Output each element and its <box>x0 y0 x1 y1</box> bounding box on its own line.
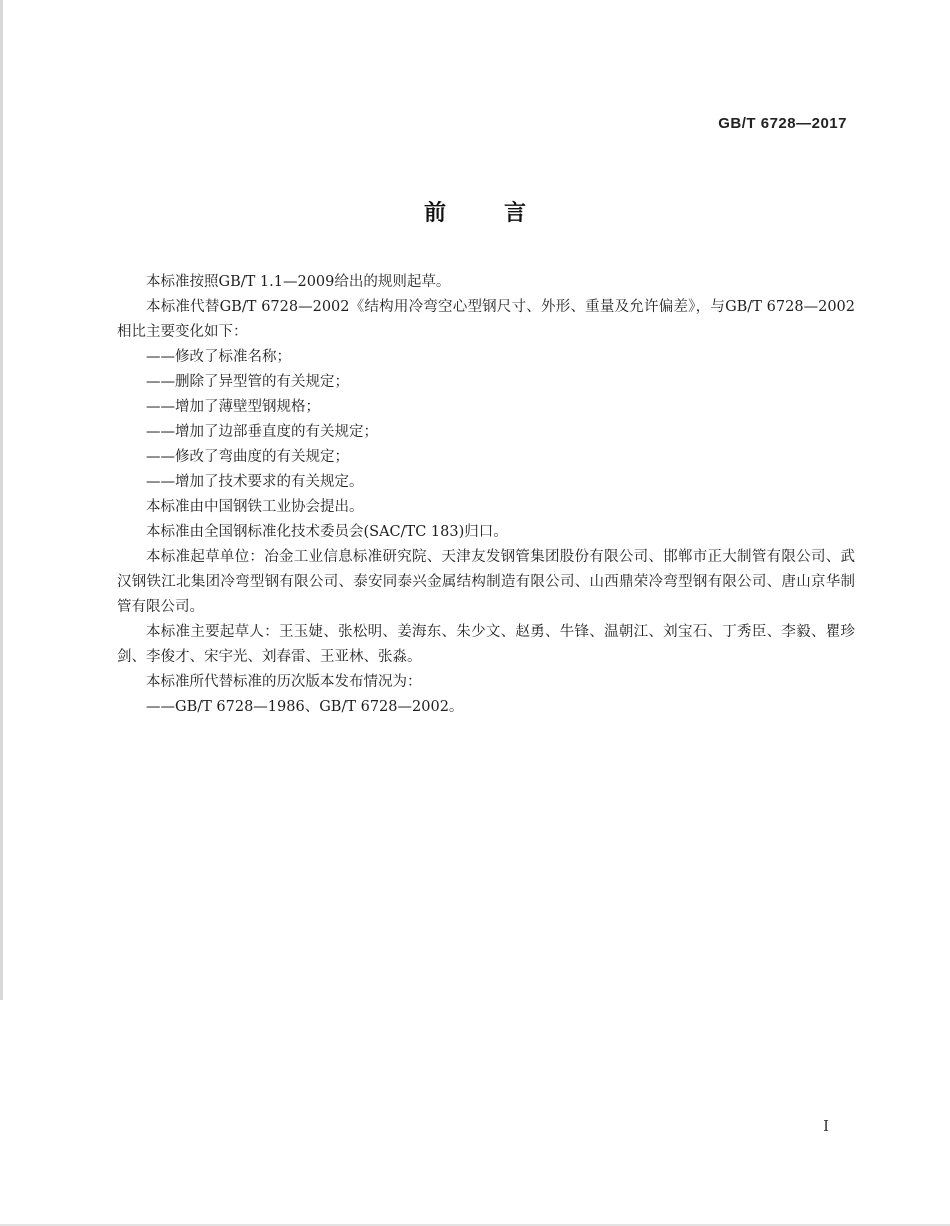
paragraph-drafting-rules: 本标准按照GB/T 1.1—2009给出的规则起草。 <box>146 274 451 290</box>
change-item: ——删除了异型管的有关规定； <box>146 374 349 390</box>
page-number: I <box>823 1117 829 1135</box>
change-item: ——增加了边部垂直度的有关规定； <box>146 424 378 440</box>
paragraph-replacement: 本标准代替GB/T 6728—2002《结构用冷弯空心型钢尺寸、外形、重量及允许偏差》，与GB/T 6728—2002相比主要变化如下： <box>117 299 855 340</box>
paragraph-history: ——GB/T 6728—1986、GB/T 6728—2002。 <box>146 699 464 715</box>
paragraph-administrator: 本标准由全国钢标准化技术委员会(SAC/TC 183)归口。 <box>146 524 508 540</box>
paragraph-proposer: 本标准由中国钢铁工业协会提出。 <box>146 499 364 515</box>
paragraph-drafting-units: 本标准起草单位：冶金工业信息标准研究院、天津友发钢管集团股份有限公司、邯郸市正大制管有限公司、武汉钢铁江北集团冷弯型钢有限公司、泰安同泰兴金属结构制造有限公司、山西鼎荣冷弯型钢有限公司、唐山京华制管有限公司。 <box>117 549 855 615</box>
change-item: ——增加了薄壁型钢规格； <box>146 399 320 415</box>
document-body <box>117 270 855 720</box>
standard-number: GB/T 6728—2017 <box>718 115 847 132</box>
paragraph-drafters: 本标准主要起草人：王玉婕、张松明、姜海东、朱少文、赵勇、牛锋、温朝江、刘宝石、丁秀臣、李毅、瞿珍剑、李俊才、宋宇光、刘春雷、王亚林、张淼。 <box>117 624 855 665</box>
scan-edge-left <box>0 0 3 1000</box>
page-title: 前言 <box>423 201 584 226</box>
paragraph-history-intro: 本标准所代替标准的历次版本发布情况为： <box>146 674 422 690</box>
change-item: ——修改了弯曲度的有关规定； <box>146 449 349 465</box>
change-item: ——增加了技术要求的有关规定。 <box>146 474 364 490</box>
change-item: ——修改了标准名称； <box>146 349 291 365</box>
